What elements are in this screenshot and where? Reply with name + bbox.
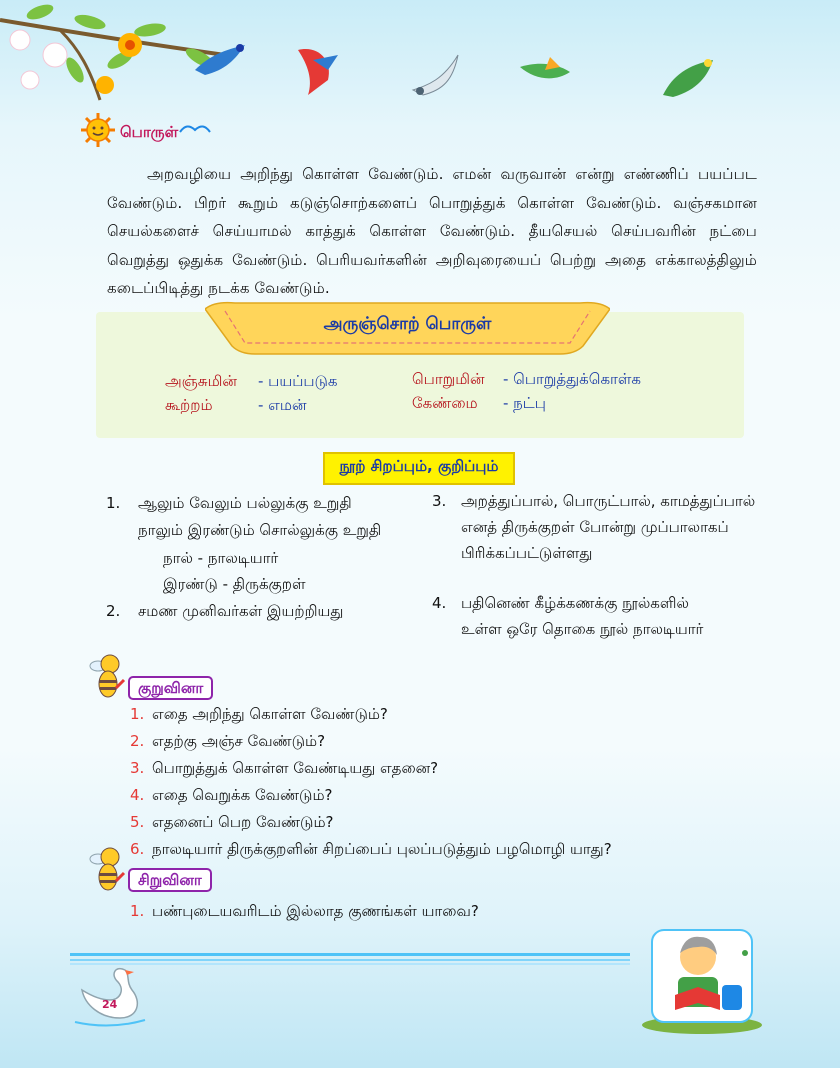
note-line: பதினெண் கீழ்க்கணக்கு நூல்களில் — [461, 594, 689, 612]
page-number: 24 — [102, 998, 118, 1011]
note-line: பிரிக்கப்பட்டுள்ளது — [461, 544, 593, 562]
brief-questions-label: சிறுவினா — [128, 868, 212, 892]
short-questions-label: குறுவினா — [128, 676, 213, 700]
note-line: எனத் திருக்குறள் போன்று முப்பாலாகப் — [461, 518, 729, 536]
note-number: 2. — [106, 602, 121, 620]
question-number: 5. — [130, 813, 145, 831]
note-line: ஆலும் வேலும் பல்லுக்கு உறுதி — [138, 494, 352, 512]
question-item — [130, 813, 333, 833]
glossary-meaning: - பயப்படுக — [258, 372, 338, 390]
bee-mascot-icon — [86, 652, 126, 702]
note-line: நாலும் இரண்டும் சொல்லுக்கு உறுதி — [138, 521, 382, 539]
section-tag-label: பொருள் — [120, 123, 179, 141]
dove-icon — [408, 45, 468, 105]
note-line: சமண முனிவர்கள் இயற்றியது — [138, 602, 344, 620]
question-number: 1. — [130, 705, 145, 723]
question-item — [130, 732, 325, 752]
question-text: எதனைப் பெற வேண்டும்? — [152, 813, 334, 831]
glossary-title: அருஞ்சொற் பொருள் — [323, 314, 492, 334]
question-text: நாலடியார் திருக்குறளின் சிறப்பைப் புலப்படுத்தும் பழமொழி யாது? — [152, 840, 612, 858]
question-item — [130, 759, 438, 779]
question-item — [130, 705, 388, 725]
question-item — [130, 786, 332, 806]
green-bird-icon — [658, 45, 718, 105]
reading-child-illustration — [640, 925, 765, 1035]
question-text: பண்புடையவரிடம் இல்லாத குணங்கள் யாவை? — [152, 902, 479, 920]
bird-icon — [190, 30, 250, 90]
glossary-meaning: - எமன் — [258, 396, 307, 414]
question-number: 3. — [130, 759, 145, 777]
swan-icon — [70, 960, 150, 1030]
bee-mascot-icon — [86, 845, 126, 895]
question-text: எதை அறிந்து கொள்ள வேண்டும்? — [152, 705, 388, 723]
note-number: 4. — [432, 594, 447, 612]
meaning-paragraph: அறவழியை அறிந்து கொள்ள வேண்டும். எமன் வருவான் என்று எண்ணிப் பயப்பட வேண்டும். பிறர் கூறும் கடுஞ்சொற்களைப் பொறுத்துக் கொள்ள வேண்டும். வஞ்சகமான செயல்களைச் செய்யாமல் காத்துக் கொள்ள வேண்டும். தீயசெயல் செய்பவரின் நட்பை வெறுத்து ஒதுக்க வேண்டும். பெரியவர்களின் அறிவுரையைப் பெற்று அதை எக்காலத்திலும் கடைப்பிடித்து நடக்க வேண்டும். — [107, 165, 757, 297]
note-line: அறத்துப்பால், பொருட்பால், காமத்துப்பால் — [461, 492, 756, 510]
notes-title: நூற் சிறப்பும், குறிப்பும் — [339, 457, 499, 475]
question-text: எதற்கு அஞ்ச வேண்டும்? — [152, 732, 326, 750]
glossary-meaning: - பொறுத்துக்கொள்க — [503, 370, 642, 388]
question-number: 6. — [130, 840, 145, 858]
note-line: உள்ள ஒரே தொகை நூல் நாலடியார் — [461, 620, 704, 638]
parrot-icon — [288, 40, 348, 100]
glossary-word: கேண்மை — [412, 394, 478, 412]
flying-bird-icon — [178, 120, 212, 136]
note-number: 1. — [106, 494, 121, 512]
glossary-word: பொறுமின் — [412, 370, 485, 388]
note-line: நால் - நாலடியார் — [163, 549, 279, 567]
note-number: 3. — [432, 492, 447, 510]
question-number: 1. — [130, 902, 145, 920]
sun-icon — [80, 112, 116, 148]
question-text: பொறுத்துக் கொள்ள வேண்டியது எதனை? — [152, 759, 439, 777]
glossary-meaning: - நட்பு — [503, 394, 546, 412]
question-number: 4. — [130, 786, 145, 804]
bee-eater-bird-icon — [515, 42, 575, 102]
glossary-word: அஞ்சுமின் — [165, 372, 237, 390]
question-number: 2. — [130, 732, 145, 750]
question-text: எதை வெறுக்க வேண்டும்? — [152, 786, 333, 804]
wave-line-decoration — [70, 952, 630, 966]
question-item — [130, 840, 612, 860]
question-item — [130, 902, 479, 922]
note-line: இரண்டு - திருக்குறள் — [163, 575, 306, 593]
glossary-word: கூற்றம் — [165, 396, 213, 414]
